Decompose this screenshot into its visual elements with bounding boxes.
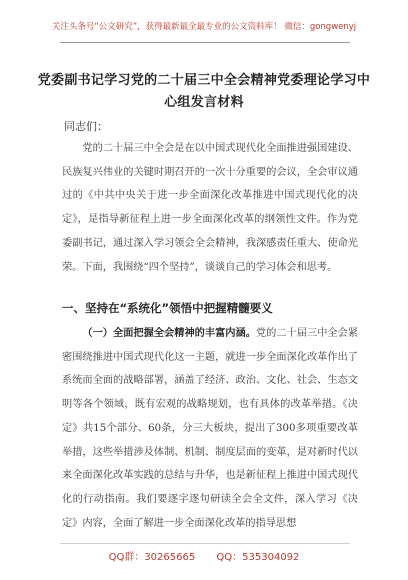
footer-contact: [0, 548, 408, 563]
footer-qq: QQ：535304092: [216, 552, 300, 563]
document-title-line-2: 心组发言材料: [164, 95, 244, 110]
section-heading-1: 一、坚持在“系统化”领悟中把握精髓要义: [62, 301, 273, 315]
footer-divider: [60, 543, 350, 544]
salutation: 同志们：: [64, 120, 108, 133]
paragraph-intro: 党的二十届三中全会是在以中国式现代化全面推进强国建设、民族复兴伟业的关键时期召开的一次十分重要的会议，全会审议通过的《中共中央关于进一步全面深化改革推进中国式现代化的决定》，是指导新征程上进一步全面深化改革的纲领性文件。作为党委副书记，通过深入学习领会全会精神，我深感责任重大、使命光荣。下面，我围绕“四个坚持”，谈谈自己的学习体会和思考。: [62, 143, 358, 273]
header-banner: 关注头条号“公文研究”，获得最新最全最专业的公文资料库！ 微信：gongwenyj: [51, 22, 357, 32]
document-title-line-1: 党委副书记学习党的二十届三中全会精神党委理论学习中: [37, 73, 371, 88]
paragraph-section-1-1-text: 党的二十届三中全会紧密围绕推进中国式现代化这一主题，就进一步全面深化改革作出了系统而全面的战略部署，涵盖了经济、政治、文化、社会、生态文明等各个领域，既有宏观的战略规划，也有具体的改革举措。《决定》共15个部分、60条，分三大板块，提出了300多项重要改革举措，这些举措涉及体制、机制、制度层面的变革，是对新时代以来全面深化改革实践的总结与升华，也是新征程上推进中国式现代化的行动指南。我们要逐字逐句研读全会全文件，深入学习《决定》内容，全面了解进一步全面深化改革的指导思想: [62, 328, 359, 529]
paragraph-section-1-1: [62, 322, 358, 535]
subsection-heading-1: （一）全面把握全会精神的丰富内涵。: [82, 327, 256, 339]
header-divider: [60, 42, 350, 43]
footer-qq-group: QQ群：30265665: [108, 552, 196, 563]
